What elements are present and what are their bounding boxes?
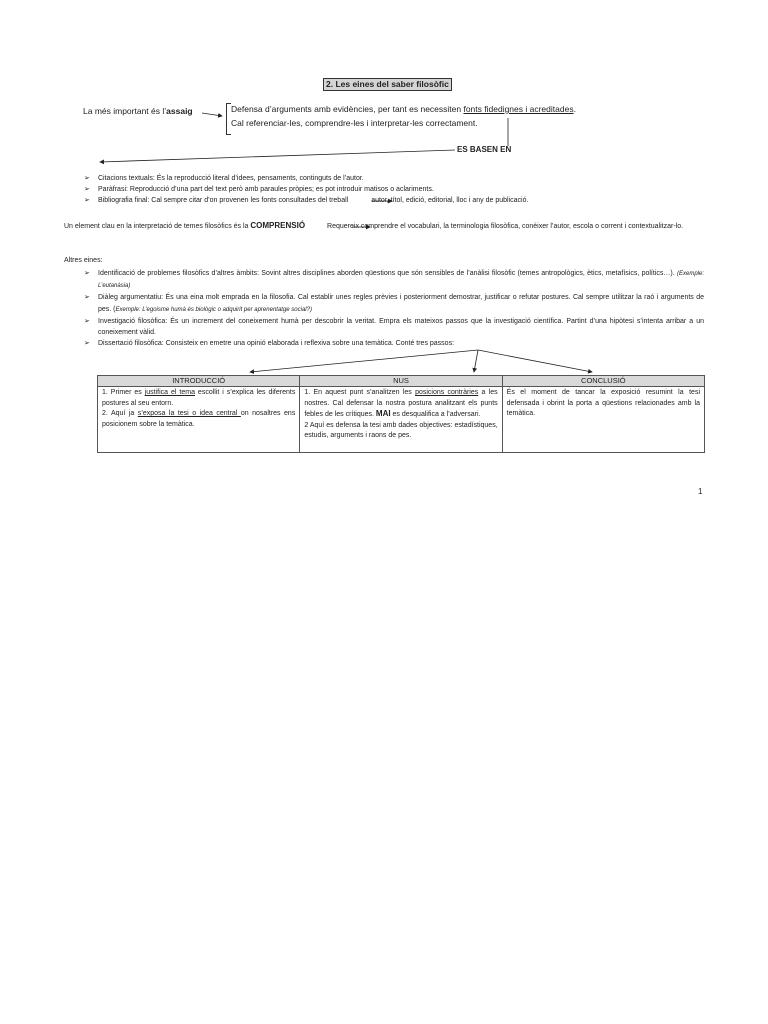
altres-eines-heading: Altres eines: bbox=[64, 257, 103, 264]
cell-nus: 1. En aquest punt s’analitzen les posicions contràries a les nostres. Cal defensar la nostra postura analitzant els punts febles de les crítiques. MAI es desqualifica a l’adversari. 2 Aquí es defensa la tesi amb dades objectives: estadístiques, estudis, arguments i raons de pes. bbox=[300, 387, 502, 453]
sources-list bbox=[84, 173, 704, 207]
definition-line-2: Cal referenciar-les, comprendre-les i interpretar-les correctament. bbox=[231, 118, 478, 128]
header-conclusio: CONCLUSIÓ bbox=[502, 376, 704, 387]
list-item: ➢ Paràfrasi: Reproducció d’una part del text però amb paraules pròpies; es pot introduir matisos o aclariments. bbox=[84, 184, 704, 195]
list-item: ➢ Diàleg argumentatiu: És una eina molt emprada en la filosofia. Cal establir unes regles prèvies i posteriorment demostrar, justificar o refutar postures. Cal sempre utilitzar la raó i arguments de pes. (Exemple: L’egoisme humà és biològic o adquirit per aprenentatge social?) bbox=[84, 292, 704, 315]
dissertacio-table bbox=[97, 375, 705, 453]
list-item: ➢ Bibliografia final: Cal sempre citar d’on provenen les fonts consultades del treball autor, títol, edició, editorial, lloc i any de publicació. bbox=[84, 195, 704, 206]
list-item: ➢ Citacions textuals: És la reproducció literal d’idees, pensaments, continguts de l’autor. bbox=[84, 173, 704, 184]
definition-line-1: Defensa d’arguments amb evidències, per tant es necessiten fonts fidedignes i acreditades. bbox=[231, 104, 576, 114]
table-header-row bbox=[98, 376, 705, 387]
cell-conclusio: És el moment de tancar la exposició resumint la tesi defensada i obrint la porta a qüestions relacionades amb la temàtica. bbox=[502, 387, 704, 453]
list-item: ➢ Dissertació filosòfica: Consisteix en emetre una opinió elaborada i reflexiva sobre una temàtica. Conté tres passos: bbox=[84, 338, 704, 349]
tools-list bbox=[84, 268, 704, 349]
list-item: ➢ Investigació filosòfica: És un increment del coneixement humà per descobrir la veritat. Empra els mateixos passos que la investigació científica. Partint d’una hipòtesi s’intenta arribar a un coneixement vàlid. bbox=[84, 316, 704, 338]
es-basen-en-label: ES BASEN EN bbox=[457, 145, 512, 154]
table-row bbox=[98, 387, 705, 453]
page-title: 2. Les eines del saber filosòfic bbox=[323, 78, 452, 91]
list-item: ➢ Identificació de problemes filosòfics d’altres àmbits: Sovint altres disciplines aborden qüestions que són sensibles de l’anàlisi filosòfic (temes antropològics, ètics, metafísics, polítics…). (Exemple: L’eutanàsia) bbox=[84, 268, 704, 292]
header-introduccio: INTRODUCCIÓ bbox=[98, 376, 300, 387]
page-number: 1 bbox=[698, 487, 703, 496]
assaig-label: La més important és l’assaig bbox=[83, 106, 193, 116]
header-nus: NUS bbox=[300, 376, 502, 387]
comprensio-paragraph: Un element clau en la interpretació de temes filosòfics és la COMPRENSIÓ Requereix comprendre el vocabulari, la terminologia filosòfica, conèixer l’autor, escola o corrent i contextualitzar-lo. bbox=[64, 221, 684, 230]
cell-introduccio: 1. Primer es justifica el tema escollit i s’explica les diferents postures al seu entorn. 2. Aquí ja s’exposa la tesi o idea central on nosaltres ens posicionem sobre la temàtica. bbox=[98, 387, 300, 453]
